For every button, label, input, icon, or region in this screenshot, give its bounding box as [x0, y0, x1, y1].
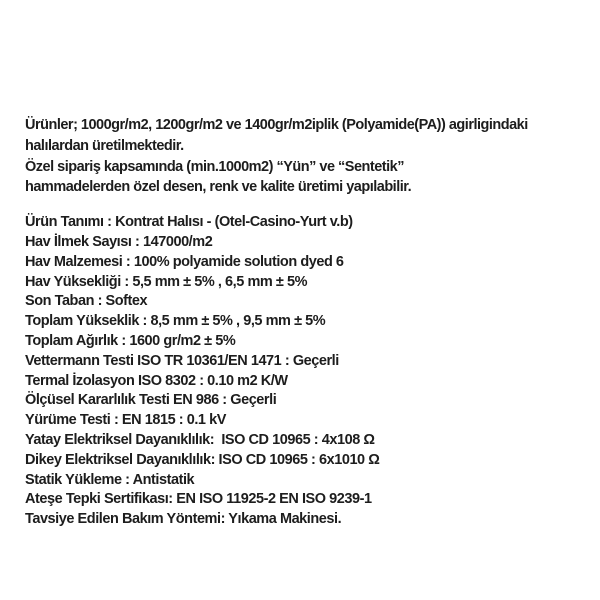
spec-line-pile-loop-count: Hav İlmek Sayısı : 147000/m2 — [25, 233, 213, 250]
intro-line-product-weights: Ürünler; 1000gr/m2, 1200gr/m2 ve 1400gr/m2iplik (Polyamide(PA)) agirligindaki — [25, 117, 528, 133]
intro-line-product-weights-cont: halılardan üretilmektedir. — [25, 137, 184, 154]
spec-list — [25, 213, 590, 530]
spec-sheet-content — [25, 115, 590, 530]
spec-line-product-definition: Ürün Tanımı : Kontrat Halısı - (Otel-Casino-Yurt v.b) — [25, 214, 353, 231]
spec-line-total-weight: Toplam Ağırlık : 1600 gr/m2 ± 5% — [25, 332, 236, 349]
spec-line-pile-material: Hav Malzemesi : 100% polyamide solution dyed 6 — [25, 253, 344, 270]
spec-line-dimensional-stability: Ölçüsel Kararlılık Testi EN 986 : Geçerli — [25, 392, 277, 409]
spec-line-thermal-insulation: Termal İzolasyon ISO 8302 : 0.10 m2 K/W — [25, 372, 288, 389]
spec-line-pile-height: Hav Yüksekliği : 5,5 mm ± 5% , 6,5 mm ± 5% — [25, 273, 308, 290]
spec-line-walking-test: Yürüme Testi : EN 1815 : 0.1 kV — [25, 412, 226, 429]
spec-line-total-height: Toplam Yükseklik : 8,5 mm ± 5% , 9,5 mm ± 5% — [25, 313, 326, 330]
spec-line-static-loading: Statik Yükleme : Antistatik — [25, 471, 195, 488]
spec-line-final-backing: Son Taban : Softex — [25, 293, 148, 310]
spec-line-vettermann-test: Vettermann Testi ISO TR 10361/EN 1471 : Geçerli — [25, 352, 339, 369]
spec-line-recommended-maintenance: Tavsiye Edilen Bakım Yöntemi: Yıkama Makinesi. — [25, 511, 342, 528]
intro-line-custom-order-cont: hammadelerden özel desen, renk ve kalite üretimi yapılabilir. — [25, 179, 412, 196]
spec-line-fire-reaction-certificate: Ateşe Tepki Sertifikası: EN ISO 11925-2 EN ISO 9239-1 — [25, 491, 372, 508]
intro-line-custom-order: Özel sipariş kapsamında (min.1000m2) “Yün” ve “Sentetik” — [25, 158, 404, 175]
spec-line-horizontal-electrical-resistance: Yatay Elektriksel Dayanıklılık: ISO CD 10965 : 4x108 Ω — [25, 431, 375, 448]
intro-paragraphs — [25, 115, 590, 198]
spec-line-vertical-electrical-resistance: Dikey Elektriksel Dayanıklılık: ISO CD 10965 : 6x1010 Ω — [25, 451, 380, 468]
